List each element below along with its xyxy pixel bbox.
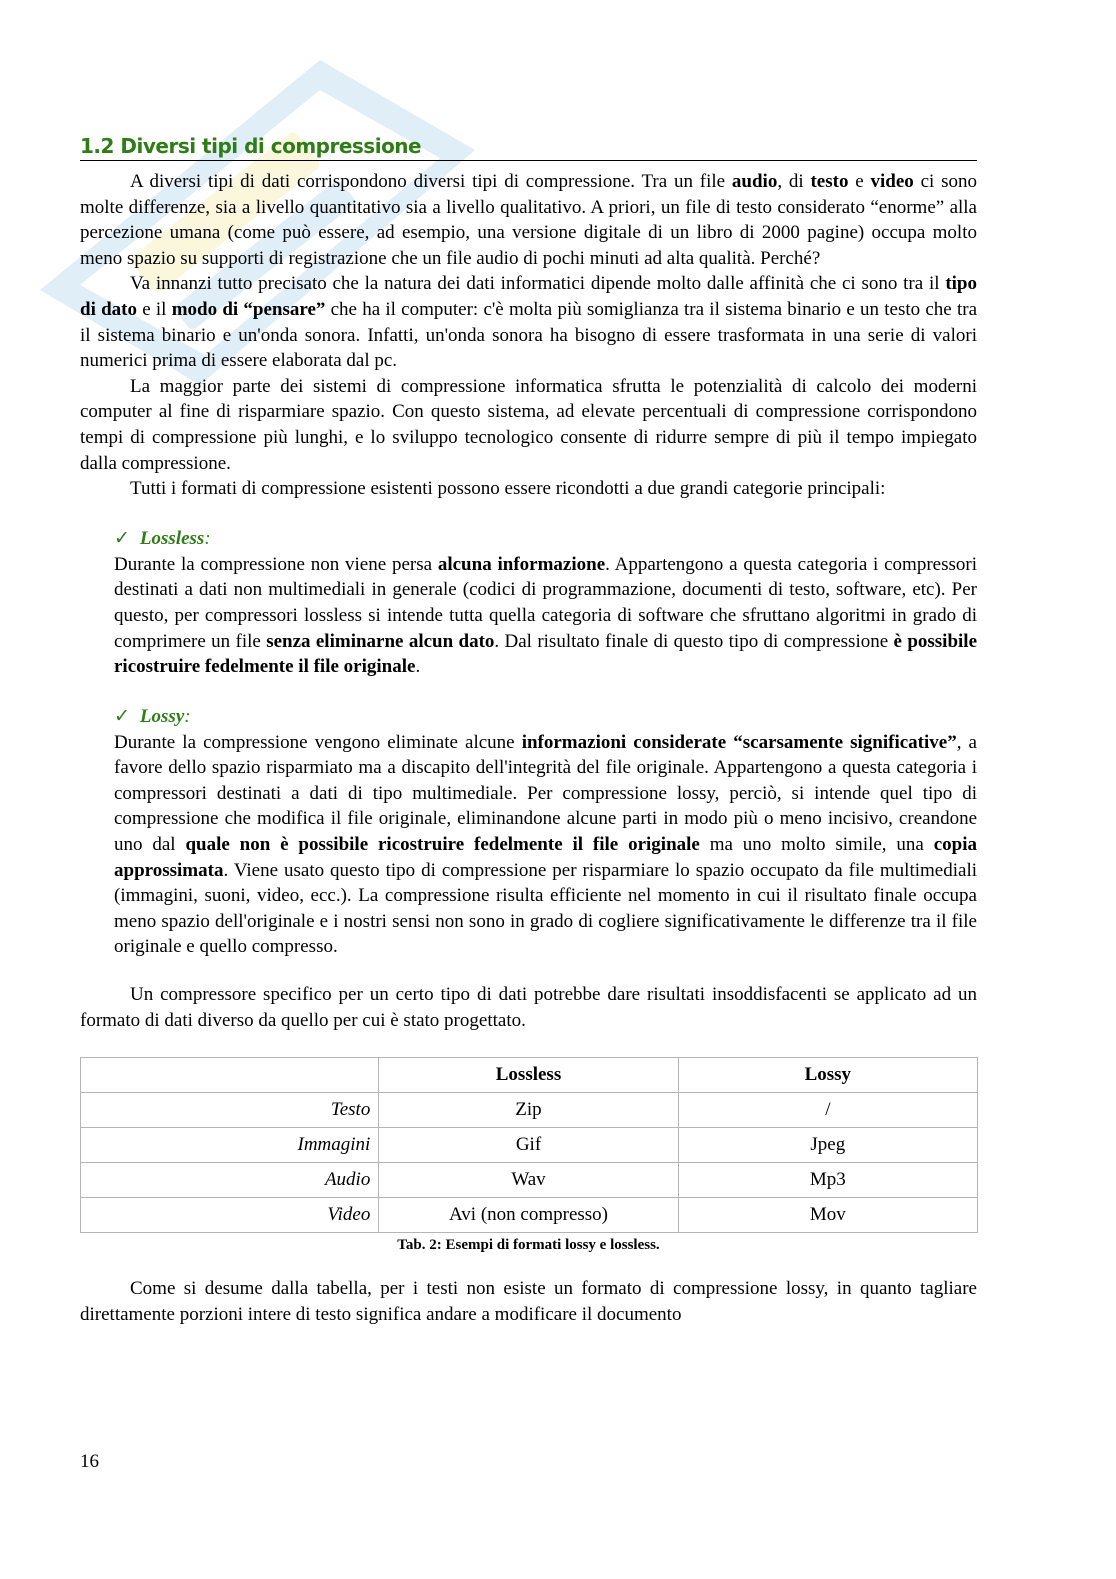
table-cell: Jpeg bbox=[678, 1128, 977, 1163]
table-header-cell bbox=[81, 1058, 379, 1093]
lossless-description: Durante la compressione non viene persa alcuna informazione. Appartengono a questa categoria i compressori destinati a dati non multimediali in generale (codici di programmazione, documenti di testo, software, etc). Per questo, per compressori lossless si intende tutta quella categoria di software che sfruttano algoritmi in grado di comprimere un file senza eliminarne alcun dato. Dal risultato finale di questo tipo di compressione è possibile ricostruire fedelmente il file originale. bbox=[114, 553, 978, 678]
page-content bbox=[80, 130, 977, 1327]
lossless-title: ✓ Lossless: bbox=[114, 527, 211, 549]
check-icon: ✓ bbox=[114, 705, 130, 727]
table-header-row bbox=[81, 1058, 978, 1093]
table-caption: Tab. 2: Esempi di formati lossy e lossless. bbox=[397, 1237, 660, 1254]
table-row bbox=[81, 1163, 978, 1198]
table-row bbox=[81, 1128, 978, 1163]
lossy-description: Durante la compressione vengono eliminate alcune informazioni considerate “scarsamente significative”, a favore dello spazio risparmiato ma a discapito dell'integrità del file originale. Appartengono a questa categoria i compressori destinati a dati di tipo multimediale. Per compressione lossy, perciò, si intende quel tipo di compressione che modifica il file originale, eliminandone alcune parti in modo più o meno incisivo, creandone uno dal quale non è possibile ricostruire fedelmente il file originale ma uno molto simile, una copia approssimata. Viene usato questo tipo di compressione per risparmiare lo spazio occupato da file multimediali (immagini, suoni, video, ecc.). La compressione risulta efficiente nel momento in cui il risultato finale occupa meno spazio dell'originale e i nostri sensi non sono in grado di cogliere significativamente le differenze tra il file originale e quello compresso. bbox=[114, 731, 977, 958]
table-cell: Gif bbox=[379, 1128, 678, 1163]
table-row-label: Immagini bbox=[81, 1128, 379, 1163]
table-cell: Wav bbox=[379, 1163, 678, 1198]
paragraph-conclusion: Come si desume dalla tabella, per i testi non esiste un formato di compressione lossy, in quanto tagliare direttamente porzioni intere di testo significa andare a modificare il documento bbox=[80, 1278, 977, 1325]
section-heading: 1.2 Diversi tipi di compressione bbox=[80, 130, 977, 161]
table-header-cell: Lossless bbox=[379, 1058, 678, 1093]
paragraph-nature: Va innanzi tutto precisato che la natura dei dati informatici dipende molto dalle affinità che ci sono tra il tipo di dato e il modo di “pensare” che ha il computer: c'è molta più somiglianza tra il sistema binario e un testo che tra il sistema binario e un'onda sonora. Infatti, un'onda sonora ha bisogno di essere trasformata in una serie di valori numerici prima di essere elaborata dal pc. bbox=[80, 273, 978, 372]
lossless-section bbox=[114, 526, 977, 680]
table-cell: Avi (non compresso) bbox=[379, 1198, 678, 1233]
paragraph-intro: A diversi tipi di dati corrispondono diversi tipi di compressione. Tra un file audio, di testo e video ci sono molte differenze, sia a livello quantitativo sia a livello qualitativo. A priori, un file di testo considerato “enorme” alla percezione umana (come può essere, ad esempio, una versione digitale di un libro di 2000 pagine) occupa molto meno spazio su supporti di registrazione che un file audio di pochi minuti ad alta qualità. Perché? bbox=[80, 171, 978, 269]
table-cell: Mov bbox=[678, 1198, 977, 1233]
table-cell: / bbox=[678, 1093, 977, 1128]
table-header-cell: Lossy bbox=[678, 1058, 977, 1093]
table-row-label: Video bbox=[81, 1198, 379, 1233]
table-row-label: Testo bbox=[81, 1093, 379, 1128]
check-icon: ✓ bbox=[114, 527, 130, 549]
table-row bbox=[81, 1198, 978, 1233]
lossy-section bbox=[114, 704, 977, 960]
table-row-label: Audio bbox=[81, 1163, 379, 1198]
table-row bbox=[81, 1093, 978, 1128]
formats-table bbox=[80, 1057, 978, 1233]
table-cell: Mp3 bbox=[678, 1163, 977, 1198]
paragraph-categories: Tutti i formati di compressione esistenti possono essere ricondotti a due grandi categorie principali: bbox=[130, 478, 886, 500]
page-number: 16 bbox=[80, 1451, 99, 1472]
lossy-title: ✓ Lossy: bbox=[114, 705, 191, 727]
table-cell: Zip bbox=[379, 1093, 678, 1128]
paragraph-specific: Un compressore specifico per un certo tipo di dati potrebbe dare risultati insoddisfacenti se applicato ad un formato di dati diverso da quello per cui è stato progettato. bbox=[80, 984, 977, 1031]
paragraph-systems: La maggior parte dei sistemi di compressione informatica sfrutta le potenzialità di calcolo dei moderni computer al fine di risparmiare spazio. Con questo sistema, ad elevate percentuali di compressione corrispondono tempi di compressione più lunghi, e lo sviluppo tecnologico consente di ridurre sempre di più il tempo impiegato dalla compressione. bbox=[80, 375, 977, 474]
